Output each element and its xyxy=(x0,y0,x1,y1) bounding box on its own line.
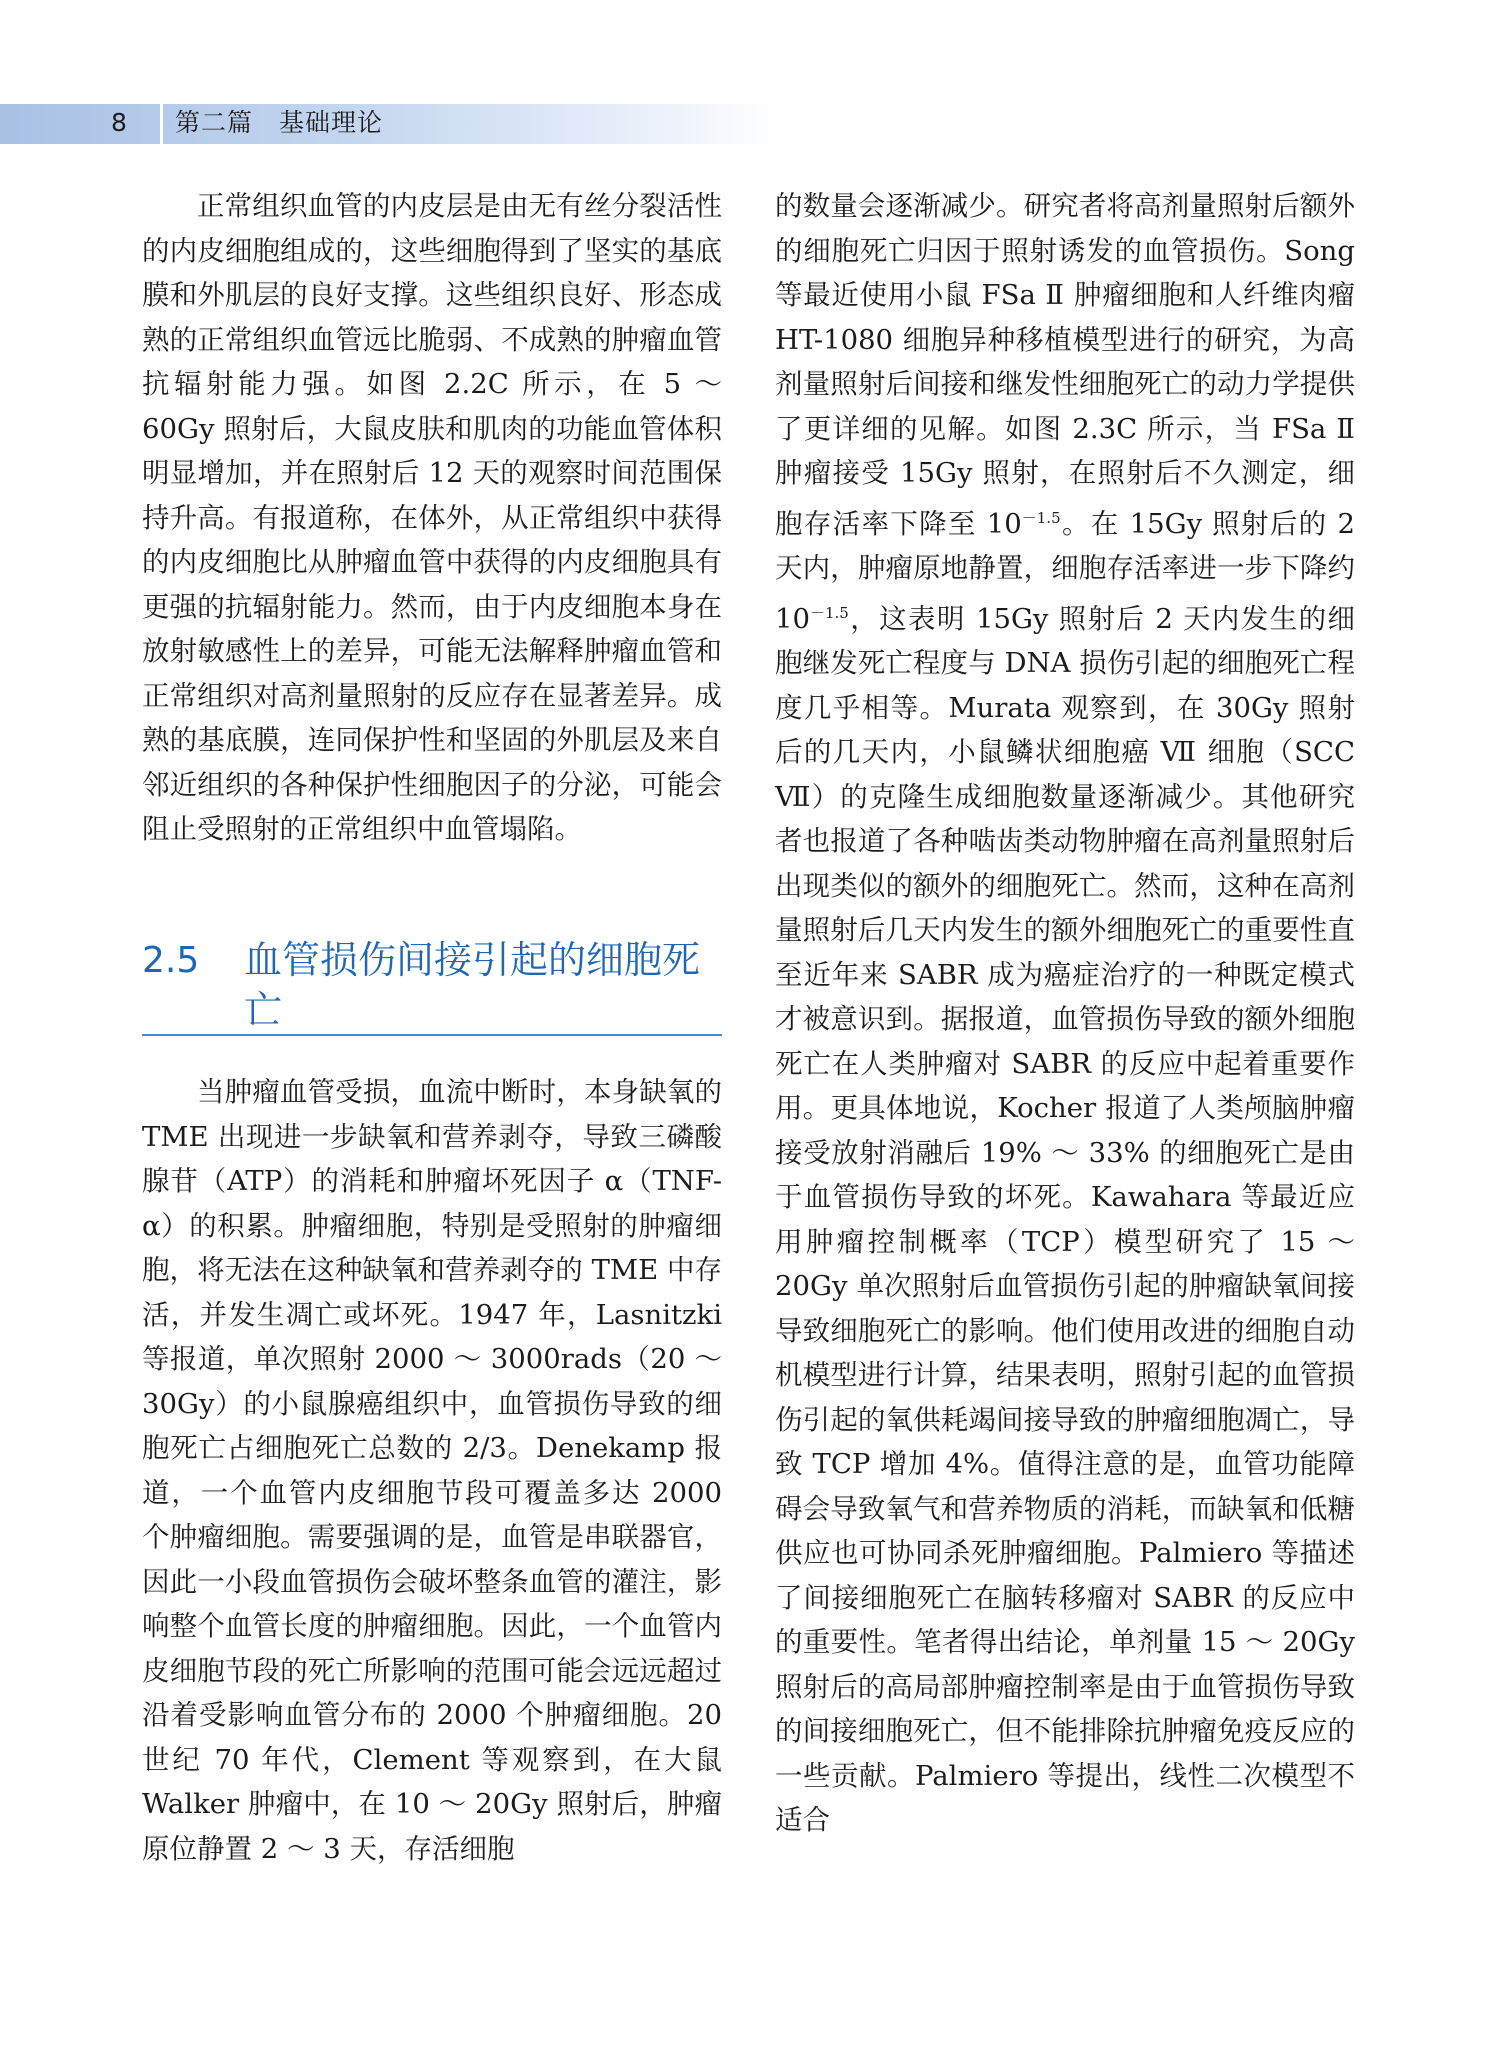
text-segment: 的数量会逐渐减少。研究者将高剂量照射后额外的细胞死亡归因于照射诱发的血管损伤。Song 等最近使用小鼠 FSa Ⅱ 肿瘤细胞和人纤维肉瘤 HT-1080 细胞异种移植模型进行的研究，为高剂量照射后间接和继发性细胞死亡的动力学提供了更详细的见解。如图 2.3C 所示，当 FSa Ⅱ 肿瘤接受 15Gy 照射，在照射后不久测定，细胞存活率下降至 10 xyxy=(775,190,1355,540)
section-number: 2.5 xyxy=(142,940,200,981)
superscript-exponent: －1.5 xyxy=(810,603,849,622)
header-divider xyxy=(160,104,163,144)
superscript-exponent: －1.5 xyxy=(1021,508,1061,527)
section-rule xyxy=(142,1034,722,1036)
page-number: 8 xyxy=(111,108,127,137)
section-title: 血管损伤间接引起的细胞死亡 xyxy=(244,938,701,1032)
text-segment: 。在 15Gy 照射后的 2 天内，肿瘤原地静置，细胞存活率进一步下降约 10 xyxy=(775,507,1356,635)
text-segment: ，这表明 15Gy 照射后 2 天内发生的细胞继发死亡程度与 DNA 损伤引起的细胞死亡程度几乎相等。Murata 观察到，在 30Gy 照射后的几天内，小鼠鳞状细胞癌 Ⅶ 细胞（SCC Ⅶ）的克隆生成细胞数量逐渐减少。其他研究者也报道了各种啮齿类动物肿瘤在高剂量照射后出现类似的额外的细胞死亡。然而，这种在高剂量照射后几天内发生的额外细胞死亡的重要性直至近年来 SABR 成为癌症治疗的一种既定模式才被意识到。据报道，血管损伤导致的额外细胞死亡在人类肿瘤对 SABR 的反应中起着重要作用。更具体地说，Kocher 报道了人类颅脑肿瘤接受放射消融后 19% ～ 33% 的细胞死亡是由于血管损伤导致的坏死。Kawahara 等最近应用肿瘤控制概率（TCP）模型研究了 15 ～ 20Gy 单次照射后血管损伤引起的肿瘤缺氧间接导致细胞死亡的影响。他们使用改进的细胞自动机模型进行计算，结果表明，照射引起的血管损伤引起的氧供耗竭间接导致的肿瘤细胞凋亡，导致 TCP 增加 4%。值得注意的是，血管功能障碍会导致氧气和营养物质的消耗，而缺氧和低糖供应也可协同杀死肿瘤细胞。Palmiero 等描述了间接细胞死亡在脑转移瘤对 SABR 的反应中的重要性。笔者得出结论，单剂量 15 ～ 20Gy 照射后的高局部肿瘤控制率是由于血管损伤导致的间接细胞死亡，但不能排除抗肿瘤免疫反应的一些贡献。Palmiero 等提出，线性二次模型不适合 xyxy=(775,602,1355,1837)
paragraph-continuation xyxy=(775,184,1355,1843)
paragraph-vascular-damage: 当肿瘤血管受损，血流中断时，本身缺氧的 TME 出现进一步缺氧和营养剥夺，导致三磷酸腺苷（ATP）的消耗和肿瘤坏死因子 α（TNF-α）的积累。肿瘤细胞，特别是受照射的肿瘤细胞，将无法在这种缺氧和营养剥夺的 TME 中存活，并发生凋亡或坏死。1947 年，Lasnitzki 等报道，单次照射 2000 ～ 3000rads（20 ～ 30Gy）的小鼠腺癌组织中，血管损伤导致的细胞死亡占细胞死亡总数的 2/3。Denekamp 报道，一个血管内皮细胞节段可覆盖多达 2000 个肿瘤细胞。需要强调的是，血管是串联器官，因此一小段血管损伤会破坏整条血管的灌注，影响整个血管长度的肿瘤细胞。因此，一个血管内皮细胞节段的死亡所影响的范围可能会远远超过沿着受影响血管分布的 2000 个肿瘤细胞。20 世纪 70 年代，Clement 等观察到，在大鼠 Walker 肿瘤中，在 10 ～ 20Gy 照射后，肿瘤原位静置 2 ～ 3 天，存活细胞 xyxy=(142,1076,722,1865)
part-title: 第二篇 基础理论 xyxy=(175,108,384,137)
paragraph-endothelium: 正常组织血管的内皮层是由无有丝分裂活性的内皮细胞组成的，这些细胞得到了坚实的基底膜和外肌层的良好支撑。这些组织良好、形态成熟的正常组织血管远比脆弱、不成熟的肿瘤血管抗辐射能力强。如图 2.2C 所示，在 5 ～ 60Gy 照射后，大鼠皮肤和肌肉的功能血管体积明显增加，并在照射后 12 天的观察时间范围保持升高。有报道称，在体外，从正常组织中获得的内皮细胞比从肿瘤血管中获得的内皮细胞具有更强的抗辐射能力。然而，由于内皮细胞本身在放射敏感性上的差异，可能无法解释肿瘤血管和正常组织对高剂量照射的反应存在显著差异。成熟的基底膜，连同保护性和坚固的外肌层及来自邻近组织的各种保护性细胞因子的分泌，可能会阻止受照射的正常组织中血管塌陷。 xyxy=(142,190,722,845)
